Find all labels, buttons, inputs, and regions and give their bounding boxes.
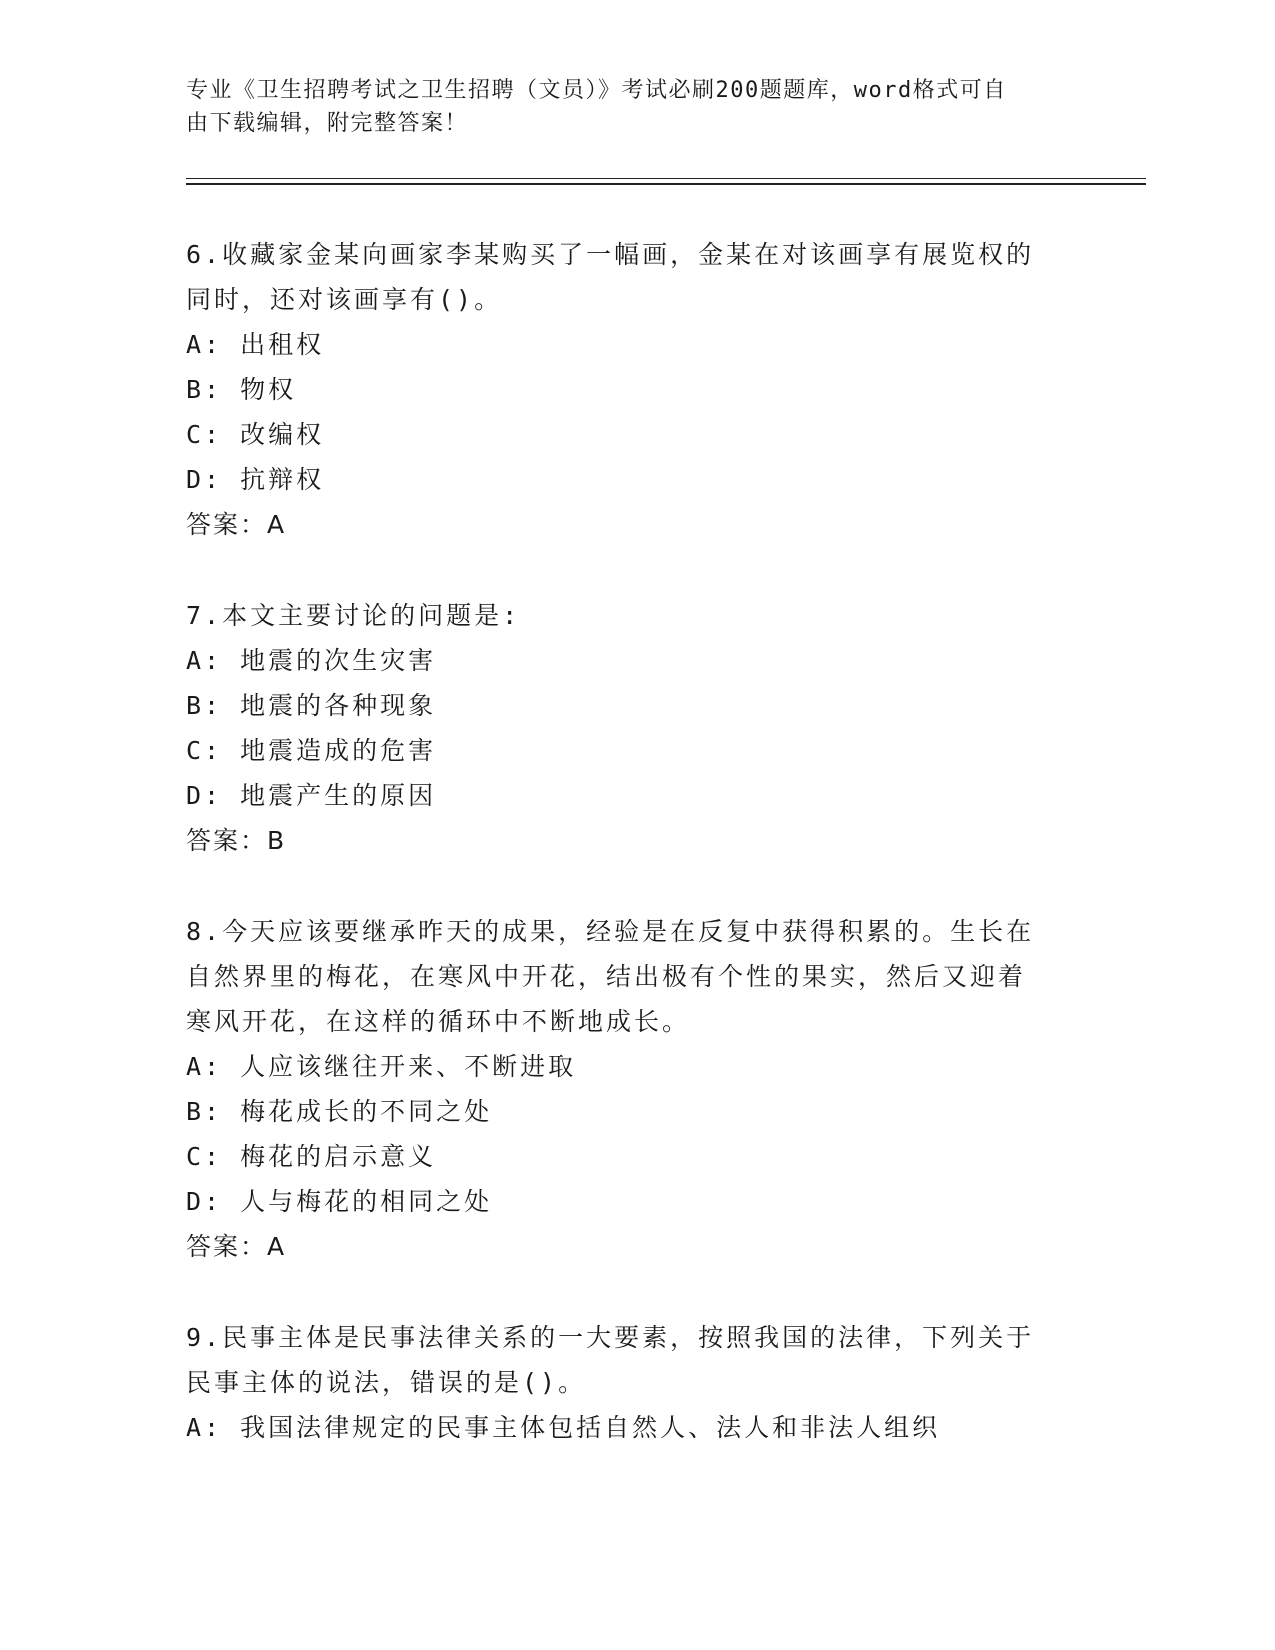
option-d: D: 地震产生的原因 xyxy=(186,781,437,810)
option-b: B: 地震的各种现象 xyxy=(186,691,437,720)
option-a: A: 地震的次生灾害 xyxy=(186,646,437,675)
question-stem xyxy=(186,232,1066,322)
header-divider-thin xyxy=(186,178,1146,179)
option-a: A: 人应该继往开来、不断进取 xyxy=(186,1052,577,1081)
answer-line: 答案：A xyxy=(186,510,287,539)
header-line-2: 由下载编辑，附完整答案！ xyxy=(186,111,469,136)
question-6 xyxy=(186,232,1066,547)
question-9 xyxy=(186,1315,1066,1450)
option-d: D: 抗辩权 xyxy=(186,465,325,494)
header-divider-thick xyxy=(186,183,1146,185)
document-header xyxy=(186,74,1066,140)
stem-line: 8.今天应该要继承昨天的成果，经验是在反复中获得积累的。生长在 xyxy=(186,917,1035,946)
option-b: B: 梅花成长的不同之处 xyxy=(186,1097,493,1126)
question-8 xyxy=(186,909,1066,1269)
option-c: C: 改编权 xyxy=(186,420,325,449)
stem-line: 9.民事主体是民事法律关系的一大要素，按照我国的法律，下列关于 xyxy=(186,1323,1035,1352)
option-a: A: 出租权 xyxy=(186,330,325,359)
question-stem xyxy=(186,1315,1066,1405)
option-c: C: 地震造成的危害 xyxy=(186,736,437,765)
answer-line: 答案：A xyxy=(186,1232,287,1261)
question-list xyxy=(186,232,1066,1496)
question-stem xyxy=(186,909,1066,1044)
stem-line: 民事主体的说法，错误的是()。 xyxy=(186,1368,587,1397)
stem-line: 同时，还对该画享有()。 xyxy=(186,285,503,314)
option-d: D: 人与梅花的相同之处 xyxy=(186,1187,493,1216)
option-a: A: 我国法律规定的民事主体包括自然人、法人和非法人组织 xyxy=(186,1413,941,1442)
header-line-1: 专业《卫生招聘考试之卫生招聘（文员）》考试必刷200题题库，word格式可自 xyxy=(186,78,1007,103)
stem-line: 寒风开花，在这样的循环中不断地成长。 xyxy=(186,1007,691,1036)
option-c: C: 梅花的启示意义 xyxy=(186,1142,437,1171)
question-stem xyxy=(186,593,1066,638)
option-b: B: 物权 xyxy=(186,375,297,404)
stem-line: 自然界里的梅花，在寒风中开花，结出极有个性的果实，然后又迎着 xyxy=(186,962,1027,991)
answer-line: 答案：B xyxy=(186,826,287,855)
stem-line: 7.本文主要讨论的问题是: xyxy=(186,601,521,630)
stem-line: 6.收藏家金某向画家李某购买了一幅画，金某在对该画享有展览权的 xyxy=(186,240,1035,269)
question-7 xyxy=(186,593,1066,863)
